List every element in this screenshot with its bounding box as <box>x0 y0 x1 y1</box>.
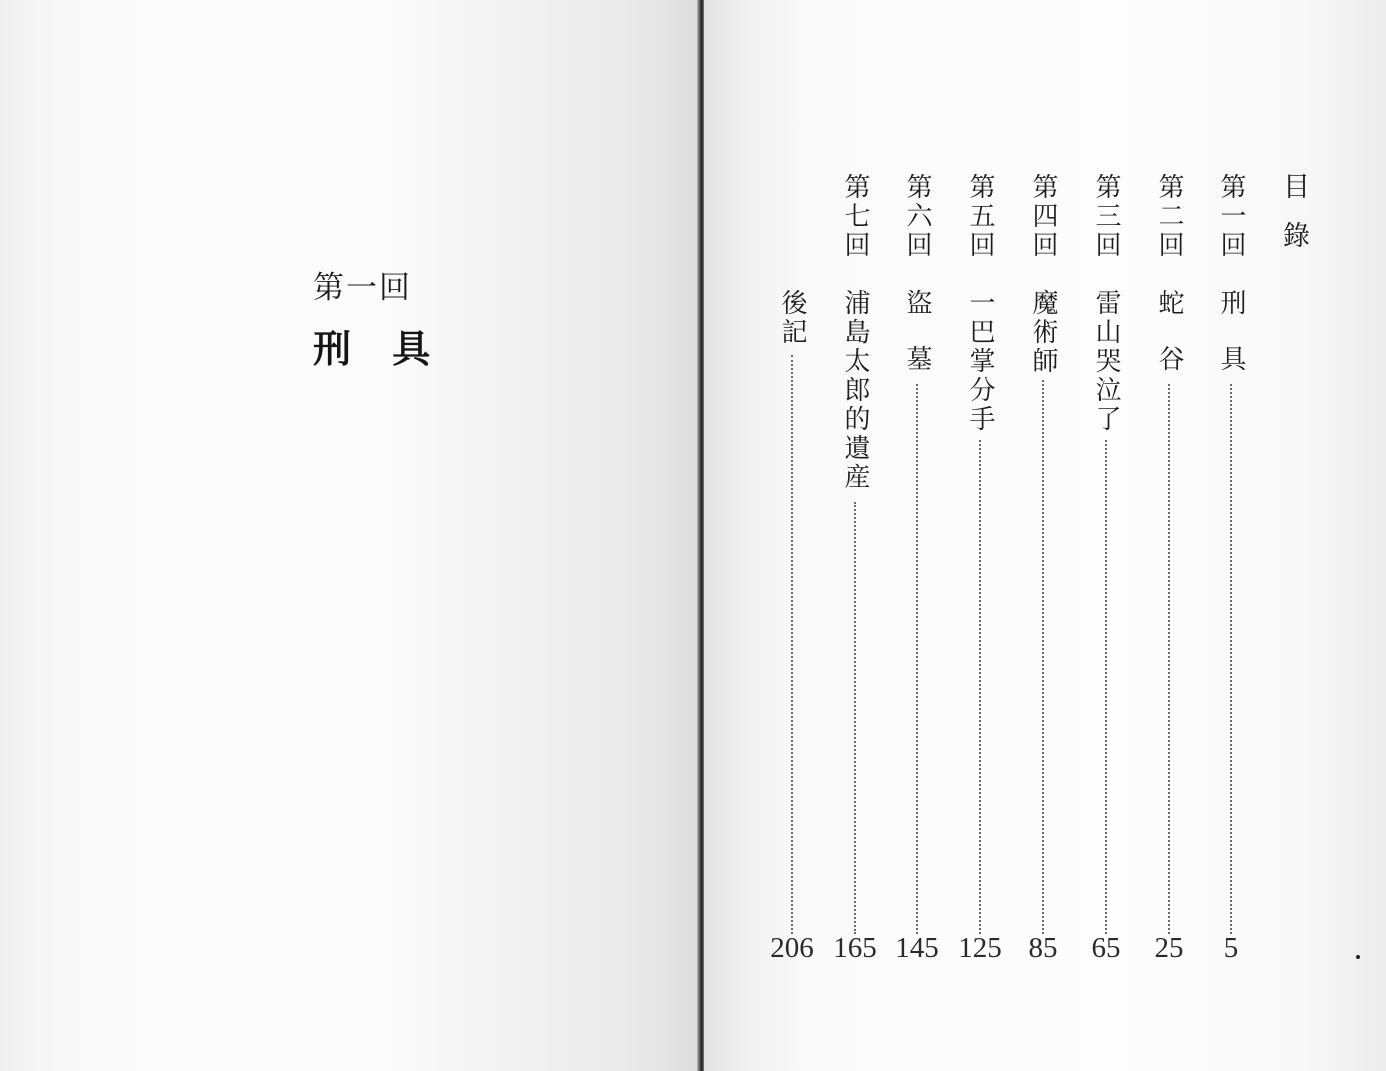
toc-entry-5-title: 一巴掌分手 <box>965 289 995 434</box>
toc-entry-2-label: 第二回 <box>1154 173 1184 260</box>
toc-entry-5-label: 第五回 <box>965 173 995 260</box>
chapter-title: 刑 具 <box>313 327 445 371</box>
toc-entry-8-leader <box>791 355 793 934</box>
toc-entry-6-page: 145 <box>895 932 939 964</box>
toc-entry-3-title: 雷山哭泣了 <box>1091 289 1121 434</box>
toc-entry-7-label: 第七回 <box>840 173 870 260</box>
toc-heading: 目錄 <box>1278 172 1309 270</box>
toc-entry-6-leader <box>916 384 918 934</box>
toc-entry-4-label: 第四回 <box>1028 173 1058 260</box>
toc-entry-3-leader <box>1105 440 1107 934</box>
toc-entry-4-leader <box>1042 380 1044 934</box>
toc-entry-8-title: 後記 <box>777 289 807 347</box>
toc-entry-1-page: 5 <box>1223 932 1239 964</box>
toc-entry-8-page: 206 <box>770 932 814 964</box>
page-speck <box>1356 955 1360 959</box>
toc-entry-6-label: 第六回 <box>902 173 932 260</box>
toc-entry-1-label: 第一回 <box>1216 173 1246 260</box>
toc-entry-2-title: 蛇谷 <box>1154 289 1184 401</box>
toc-entry-3-label: 第三回 <box>1091 173 1121 260</box>
toc-entry-6-title: 盜墓 <box>902 289 932 401</box>
toc-entry-2-page: 25 <box>1154 932 1184 964</box>
toc-entry-3-page: 65 <box>1091 932 1121 964</box>
toc-entry-7-page: 165 <box>833 932 877 964</box>
right-page <box>704 0 1386 1071</box>
toc-entry-5-page: 125 <box>958 932 1002 964</box>
toc-entry-7-title: 浦島太郎的遺産 <box>840 289 870 492</box>
toc-entry-2-leader <box>1168 384 1170 934</box>
toc-entry-7-leader <box>854 502 856 934</box>
chapter-number: 第一回 <box>313 270 412 306</box>
toc-entry-5-leader <box>979 440 981 934</box>
toc-entry-4-page: 85 <box>1028 932 1058 964</box>
toc-entry-1-title: 刑具 <box>1216 289 1246 401</box>
toc-entry-1-leader <box>1230 384 1232 934</box>
toc-entry-4-title: 魔術師 <box>1028 289 1058 376</box>
